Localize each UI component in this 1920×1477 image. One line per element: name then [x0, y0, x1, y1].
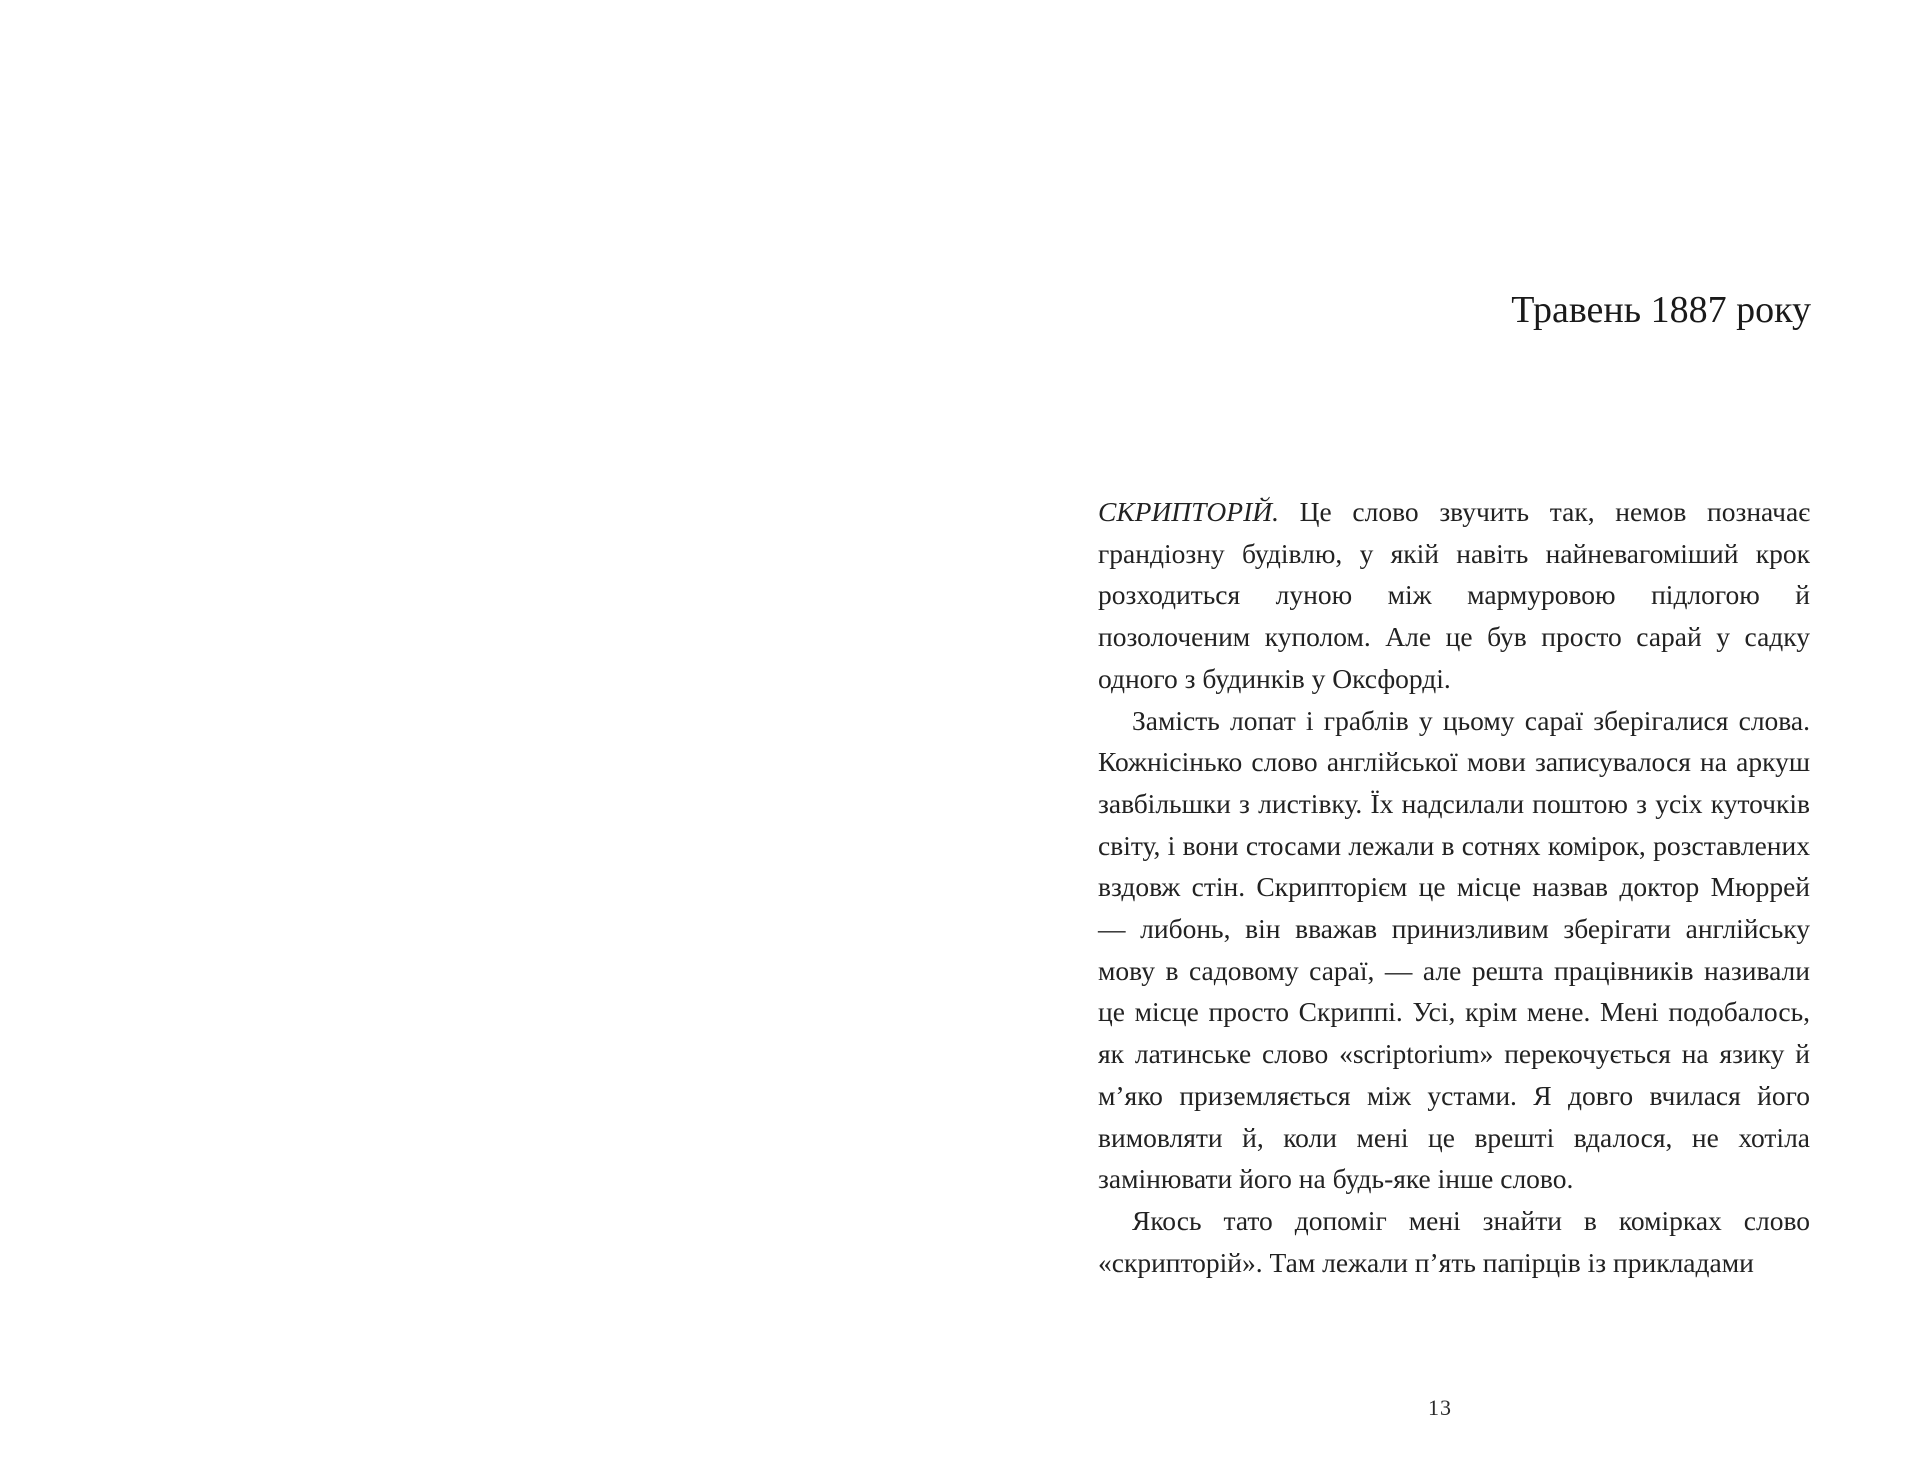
page-number: 13 — [1428, 1395, 1452, 1420]
right-page — [960, 0, 1920, 1477]
lead-word: СКРИПТОРІЙ. — [1098, 496, 1279, 527]
chapter-title: Травень 1887 року — [1511, 289, 1811, 331]
paragraph-3: Якось тато допоміг мені знайти в комірках слово «скрипторій». Там лежали п’ять папірців із прикладами — [1098, 1204, 1810, 1278]
paragraph-2: Замість лопат і граблів у цьому сараї зберігалися слова. Кожнісінько слово англійської мови записувалося на аркуш завбільшки з листівку. Їх надсилали поштою з усіх куточків світу, і вони стосами лежали в сотнях комірок, розставлених вздовж стін. Скрипторієм це місце назвав доктор Мюррей — либонь, він вважав принизливим зберігати англійську мову в садовому сараї, — але решта працівників називали це місце просто Скриппі. Усі, крім мене. Мені подобалось, як латинське слово «scriptorium» перекочується на язику й м’яко приземляється між устами. Я довго вчилася його вимовляти й, коли мені це врешті вдалося, не хотіла замінювати його на будь-яке інше слово. — [1098, 704, 1810, 1195]
paragraph-1-text: Це слово звучить так, немов позначає грандіозну будівлю, у якій навіть найневагоміший крок розходиться луною між мармуровою підлогою й позолоченим куполом. Але це був просто сарай у садку одного з будинків у Оксфорді. — [1098, 496, 1810, 694]
body-text — [1098, 491, 1810, 1283]
paragraph-1 — [1098, 491, 1810, 700]
